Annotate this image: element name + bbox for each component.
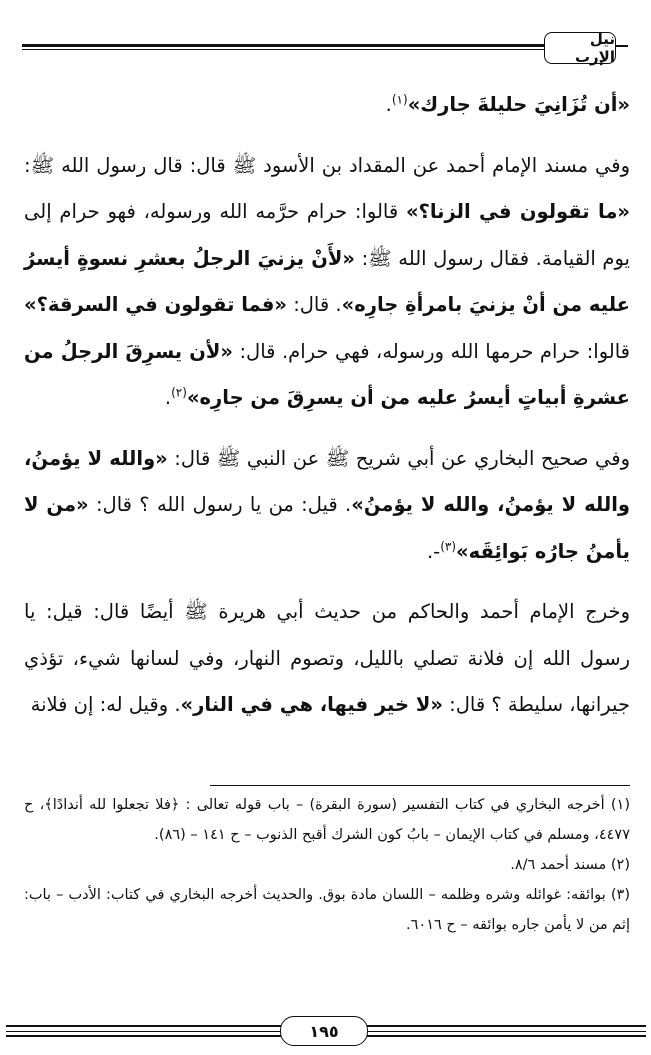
text-run: . قال:	[286, 293, 342, 316]
footnotes	[24, 790, 630, 940]
footnote-ref-3[interactable]: (٣)	[440, 539, 457, 553]
footnote-number: (٢)	[610, 857, 630, 873]
hadith-quote: «لا خير فيها، هي في النار»	[180, 693, 443, 716]
hadith-quote: «من لا يأمنُ جارُه بَوائِقَه»	[24, 493, 630, 563]
text-run: . وقيل له: إن فلانة	[30, 693, 181, 716]
header-tick	[616, 45, 628, 47]
hadith-quote: «ما تقولون في الزنا؟»	[405, 200, 630, 223]
text-run: . قيل: من يا رسول الله ؟ قال:	[88, 493, 352, 516]
footnote-ref-1[interactable]: (١)	[391, 92, 408, 107]
text-run: وفي صحيح البخاري عن أبي شريح ﷺ عن النبي ﷺ قال:	[167, 446, 630, 470]
paragraph-3	[24, 436, 630, 576]
footnote-number: (١)	[610, 797, 630, 813]
footnote-number: (٣)	[610, 887, 631, 903]
footnote-2	[24, 850, 630, 880]
text-run: قالوا: حرام حرمها الله ورسوله، فهي حرام. قال:	[232, 339, 630, 363]
footnote-separator	[210, 785, 630, 786]
footnote-3	[24, 880, 630, 940]
text-end: -.	[426, 539, 441, 563]
page-footer	[6, 1015, 646, 1051]
paragraph-1	[24, 82, 630, 129]
hadith-quote: «لأن يسرِقَ الرجلُ من عشرةِ أبياتٍ أيسرُ عليه من أن يسرِقَ من جارِه»	[24, 339, 630, 409]
text-end: .	[385, 93, 392, 116]
hadith-quote: «لأَنْ يزنيَ الرجلُ بعشرِ نسوةٍ أيسرُ عليه من أنْ يزنيَ بامرأةِ جارِه»	[24, 246, 630, 316]
header-rule-thin	[22, 49, 545, 50]
header-rule	[22, 44, 545, 47]
footnote-ref-2[interactable]: (٢)	[171, 385, 187, 400]
hadith-quote: «والله لا يؤمنُ، والله لا يؤمنُ، والله لا يؤمنُ»	[24, 446, 630, 516]
footnote-text: أخرجه البخاري في كتاب التفسير (سورة البقرة) – باب قوله تعالى : ﴿فلا تجعلوا لله أندادًا﴾، ح ٤٤٧٧، ومسلم في كتاب الإيمان – بابُ كون الشرك أقبح الذنوب – ح ١٤١ – (٨٦).	[24, 797, 630, 843]
footnote-1	[24, 790, 630, 850]
hadith-quote: «أن تُزَانِيَ حليلةَ جارك»	[407, 93, 630, 116]
text-end: .	[164, 386, 172, 409]
text-run: وخرج الإمام أحمد والحاكم من حديث أبي هريرة ﷺ أيضًا قال: قيل: يا رسول الله إن فلانة تصلي بالليل، وتصوم النهار، وفي لسانها شيء، تؤذي جيرانها، سليطة ؟ قال:	[24, 600, 630, 716]
text-run: وفي مسند الإمام أحمد عن المقداد بن الأسود ﷺ قال: قال رسول الله ﷺ:	[24, 153, 630, 177]
footnote-text: مسند أحمد ٨/٦.	[510, 857, 607, 873]
book-title: نيل الإرب	[544, 32, 616, 64]
text-run: قالوا: حرام حرَّمه الله ورسوله، فهو حرام إلى يوم القيامة. فقال رسول الله ﷺ:	[24, 200, 630, 270]
footnote-text: بوائقه: غوائله وشره وظلمه – اللسان مادة بوق. والحديث أخرجه البخاري في كتاب: الأدب – باب: إثم من لا يأمن جاره بوائقه – ح ٦٠١٦.	[24, 887, 630, 933]
page-number: ١٩٥	[280, 1016, 368, 1046]
paragraph-4	[24, 589, 630, 729]
main-text	[24, 82, 630, 729]
paragraph-2	[24, 143, 630, 422]
hadith-quote: «فما تقولون في السرقة؟»	[24, 293, 287, 316]
running-header	[22, 30, 630, 73]
